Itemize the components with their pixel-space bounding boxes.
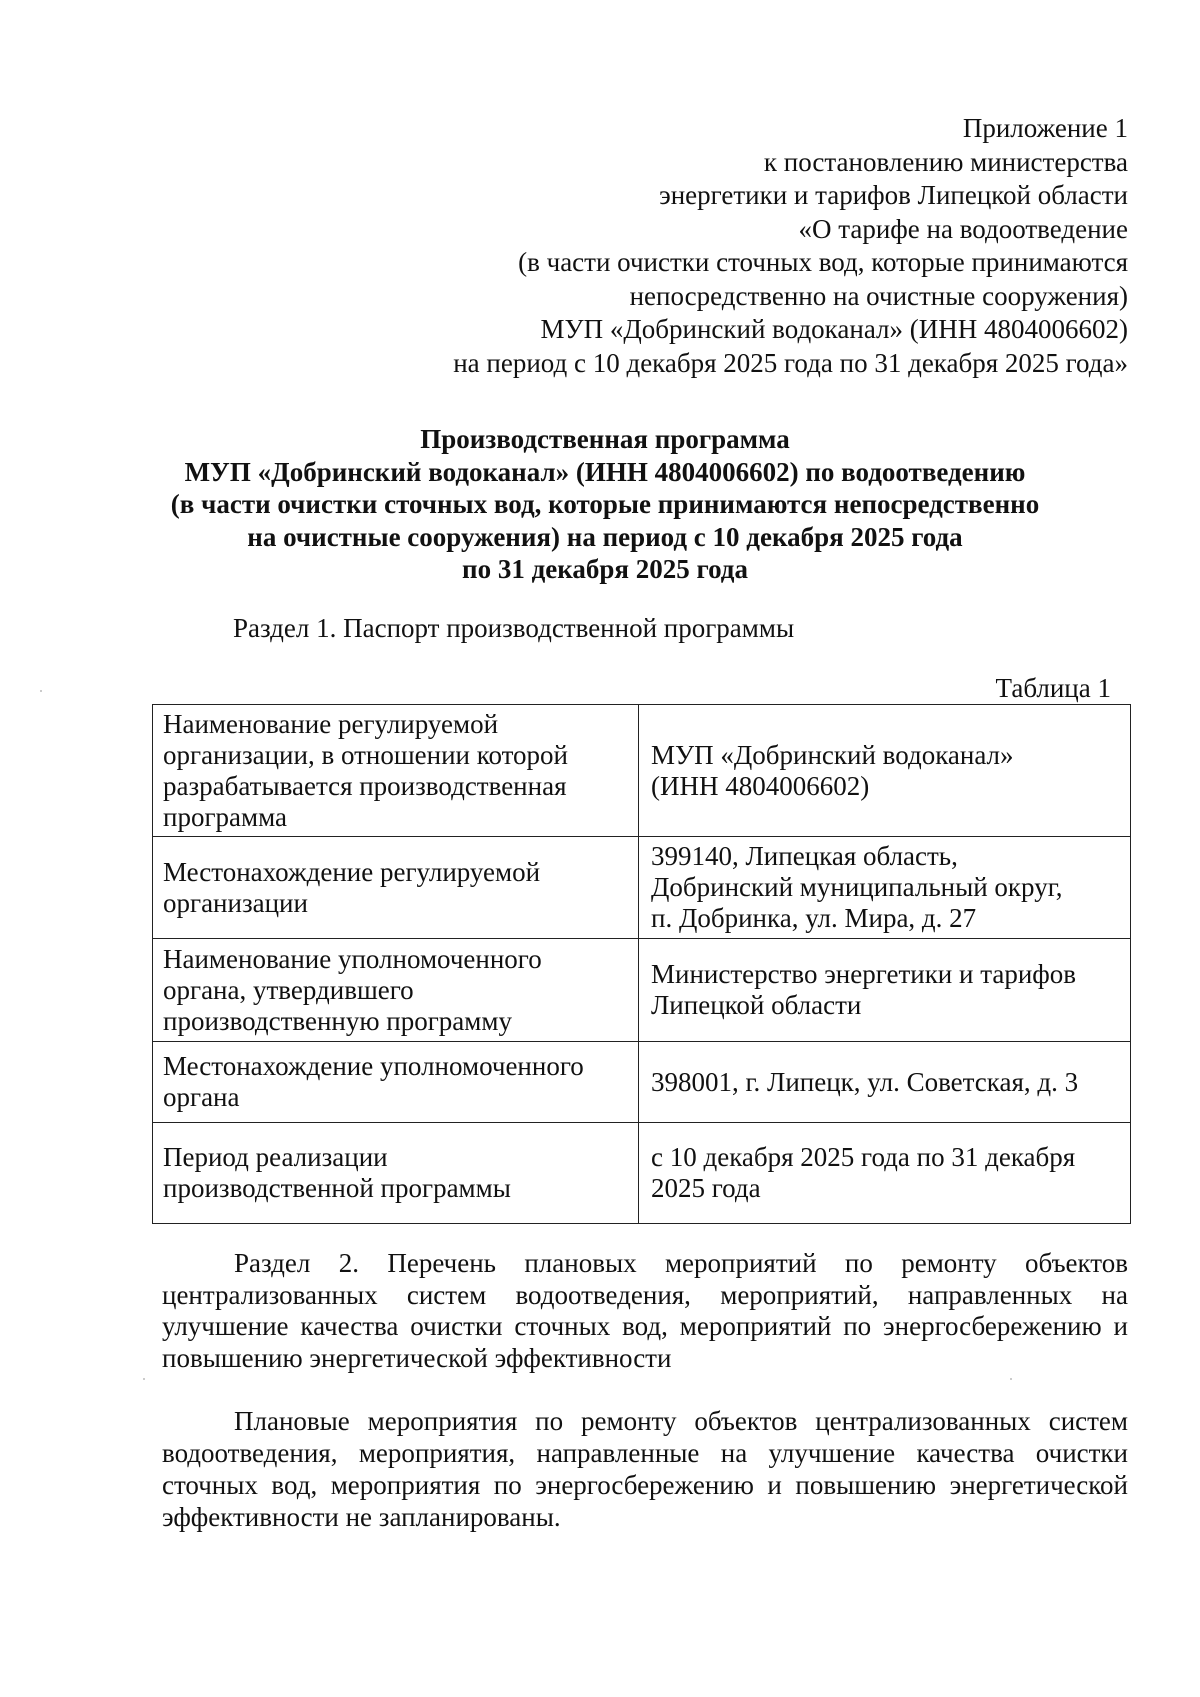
cell-line: производственную программу (163, 1005, 512, 1036)
table-row (153, 939, 1131, 1042)
cell-line: 399140, Липецкая область, (651, 841, 958, 871)
row-value-cell (639, 705, 1131, 837)
cell-line: 398001, г. Липецк, ул. Советская, д. 3 (651, 1066, 1079, 1097)
cell-line: п. Добринка, ул. Мира, д. 27 (651, 903, 977, 933)
cell-line: Наименование регулируемой (163, 708, 499, 739)
cell-line: Липецкой области (651, 990, 862, 1020)
table-row (153, 705, 1131, 837)
cell-line: организации (163, 887, 308, 918)
scan-speck (143, 1378, 145, 1380)
title-line: на очистные сооружения) на период с 10 декабря 2025 года (247, 521, 963, 552)
section-2-heading: Раздел 2. Перечень плановых мероприятий по ремонту объектов централизованных систем водоотведения, мероприятий, направленных на улучшение качества очистки сточных вод, мероприятий по энергосбережению и повышению энергетической эффективности (162, 1248, 1128, 1373)
cell-line: программа (163, 801, 287, 832)
appendix-line: к постановлению министерства (763, 146, 1128, 177)
appendix-line: непосредственно на очистные сооружения) (629, 280, 1128, 311)
cell-line: организации, в отношении которой (163, 739, 568, 770)
cell-line: органа (163, 1082, 240, 1112)
cell-line: Наименование уполномоченного (163, 943, 542, 974)
row-label-cell (153, 705, 639, 837)
cell-line: Добринский муниципальный округ, (651, 872, 1063, 902)
appendix-line: (в части очистки сточных вод, которые принимаются (518, 247, 1128, 277)
cell-line: разрабатывается производственная (163, 770, 567, 801)
table-row (153, 837, 1131, 939)
cell-line: (ИНН 4804006602) (651, 770, 870, 801)
cell-line: производственной программы (163, 1173, 511, 1203)
row-label-cell (153, 1123, 639, 1224)
appendix-line: на период с 10 декабря 2025 года по 31 декабря 2025 года» (453, 347, 1128, 378)
cell-line: Местонахождение регулируемой (163, 856, 541, 887)
cell-line: 2025 года (651, 1173, 761, 1203)
table-row (153, 1123, 1131, 1224)
table-row (153, 1042, 1131, 1123)
scan-speck (1010, 1378, 1012, 1380)
section-1-heading: Раздел 1. Паспорт производственной программы (233, 613, 795, 643)
row-label-cell (153, 837, 639, 939)
appendix-line: МУП «Добринский водоканал» (ИНН 4804006602) (540, 314, 1128, 344)
appendix-block (228, 112, 1128, 380)
cell-line: МУП «Добринский водоканал» (651, 739, 1014, 770)
section-2-body: Плановые мероприятия по ремонту объектов централизованных систем водоотведения, мероприятия, направленные на улучшение качества очистки сточных вод, мероприятия по энергосбережению и повышению энергетической эффективности не запланированы. (162, 1406, 1128, 1532)
scan-speck (40, 690, 42, 692)
cell-line: Период реализации (163, 1142, 388, 1172)
title-line: по 31 декабря 2025 года (462, 554, 748, 584)
cell-line: Местонахождение уполномоченного (163, 1051, 584, 1081)
row-value-cell (639, 837, 1131, 939)
passport-table (152, 704, 1131, 1224)
title-line: МУП «Добринский водоканал» (ИНН 4804006602) по водоотведению (184, 456, 1026, 487)
table-label: Таблица 1 (995, 673, 1111, 703)
row-label-cell (153, 1042, 639, 1123)
title-line: (в части очистки сточных вод, которые принимаются непосредственно (170, 489, 1040, 519)
title-line: Производственная программа (420, 424, 790, 454)
cell-line: Министерство энергетики и тарифов (651, 959, 1077, 989)
row-label-cell (153, 939, 639, 1042)
appendix-line: Приложение 1 (962, 113, 1128, 143)
cell-line: органа, утвердившего (163, 974, 414, 1005)
row-value-cell (639, 939, 1131, 1042)
appendix-line: энергетики и тарифов Липецкой области (659, 180, 1128, 210)
row-value-cell (639, 1042, 1131, 1123)
row-value-cell (639, 1123, 1131, 1224)
cell-line: с 10 декабря 2025 года по 31 декабря (651, 1142, 1076, 1172)
document-title (100, 423, 1110, 586)
appendix-line: «О тарифе на водоотведение (798, 213, 1128, 244)
